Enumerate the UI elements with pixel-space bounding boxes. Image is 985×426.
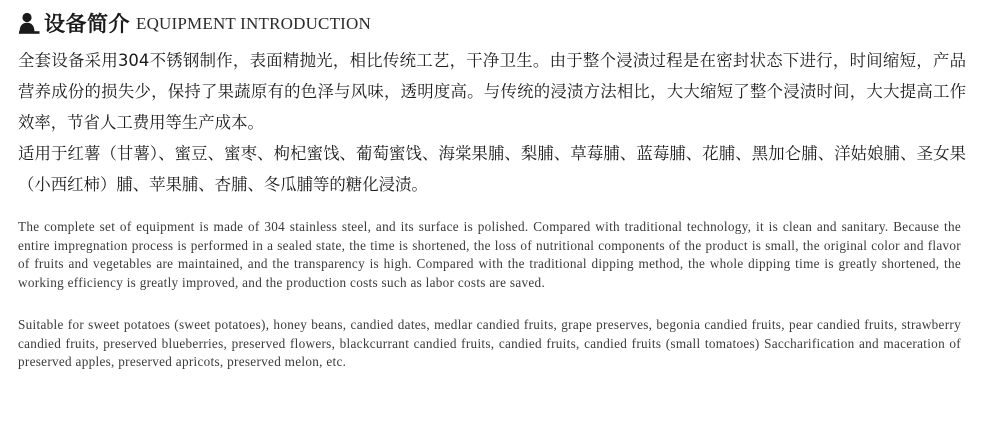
english-paragraph-applications: Suitable for sweet potatoes (sweet potatoes), honey beans, candied dates, medlar candied fruits, grape preserves, begonia candied fruits, pear candied fruits, strawberry candied fruits, preserved blueberries, preserved flowers, blackcurrant candied fruits, candied fruits, candied fruits (small tomatoes) Saccharification and maceration of preserved apples, preserved apricots, preserved melon, etc.	[18, 317, 961, 369]
english-paragraph-description: The complete set of equipment is made of 304 stainless steel, and its surface is polished. Compared with traditional technology, it is clean and sanitary. Because the entire impregnation process is performed in a sealed state, the time is shortened, the loss of nutritional components of the product is small, the original color and flavor of fruits and vegetables are maintained, and the transparency is high. Compared with the traditional dipping method, the whole dipping time is greatly shortened, the working efficiency is greatly improved, and the production costs such as labor costs are saved.	[18, 219, 961, 290]
chinese-paragraph-applications: 适用于红薯（甘薯）、蜜豆、蜜枣、枸杞蜜饯、葡萄蜜饯、海棠果脯、梨脯、草莓脯、蓝莓脯、花脯、黑加仑脯、洋姑娘脯、圣女果（小西红柿）脯、苹果脯、杏脯、冬瓜脯等的糖化浸渍。	[18, 144, 966, 194]
person-icon	[18, 12, 40, 34]
section-header	[18, 8, 371, 38]
page-title-english: EQUIPMENT INTRODUCTION	[136, 14, 371, 33]
chinese-paragraph-description: 全套设备采用304不锈钢制作，表面精抛光，相比传统工艺，干净卫生。由于整个浸渍过程是在密封状态下进行，时间缩短，产品营养成份的损失少，保持了果蔬原有的色泽与风味，透明度高。与传统的浸渍方法相比，大大缩短了整个浸渍时间，大大提高工作效率，节省人工费用等生产成本。	[18, 51, 966, 132]
page-title: 设备简介	[44, 12, 130, 36]
